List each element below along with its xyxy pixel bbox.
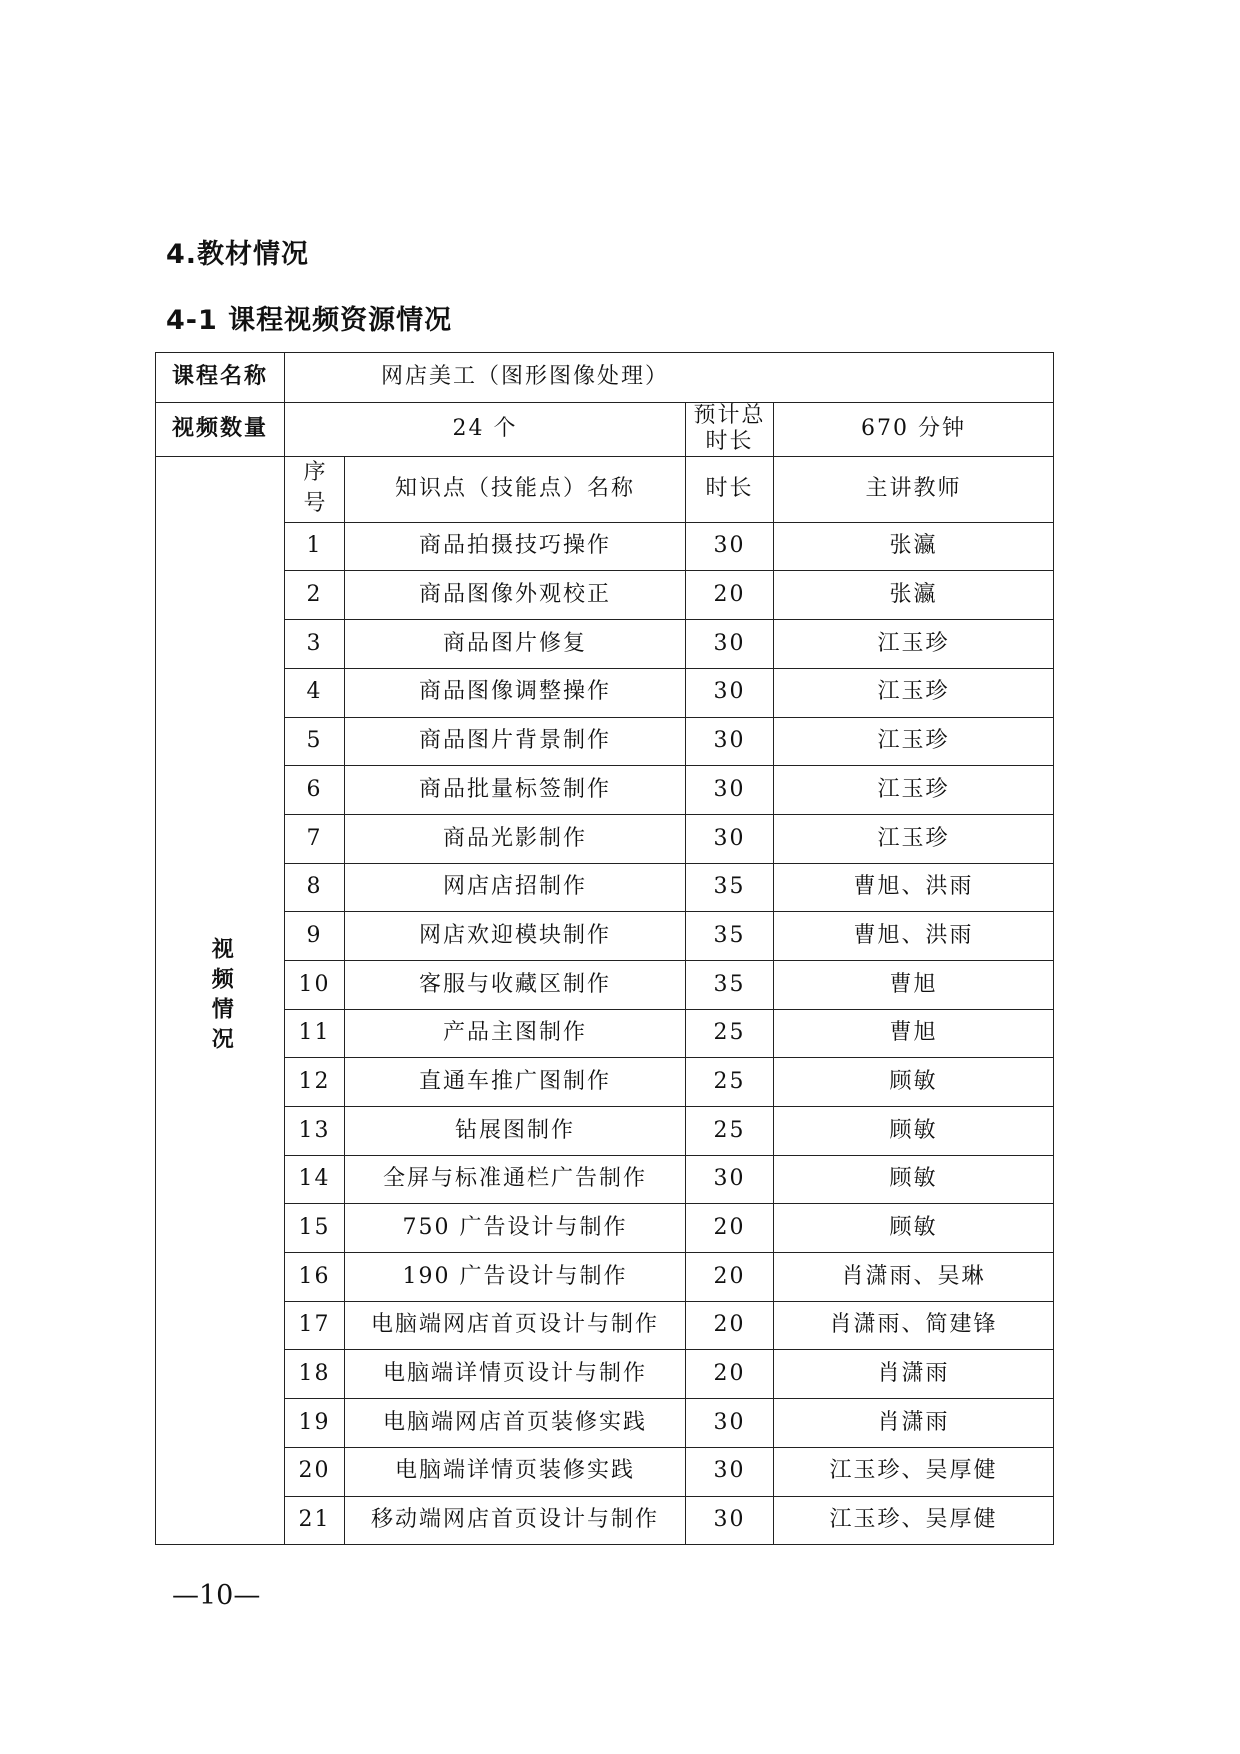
row-seq: 14 xyxy=(285,1155,345,1204)
row-seq: 9 xyxy=(285,912,345,961)
row-teacher: 张瀛 xyxy=(774,571,1054,620)
row-name: 商品图像外观校正 xyxy=(345,571,686,620)
header-seq xyxy=(285,456,345,522)
row-name: 商品批量标签制作 xyxy=(345,766,686,815)
row-seq: 2 xyxy=(285,571,345,620)
course-name-label: 课程名称 xyxy=(156,353,285,403)
row-seq: 11 xyxy=(285,1009,345,1058)
course-name-value: 网店美工（图形图像处理） xyxy=(285,353,1054,403)
row-seq: 1 xyxy=(285,522,345,571)
table-row xyxy=(156,1253,1054,1302)
row-teacher: 江玉珍、吴厚健 xyxy=(774,1447,1054,1496)
row-name: 客服与收藏区制作 xyxy=(345,960,686,1009)
subsection-title: 4-1 课程视频资源情况 xyxy=(166,305,453,336)
table-row xyxy=(156,1350,1054,1399)
row-seq: 10 xyxy=(285,960,345,1009)
row-name: 190 广告设计与制作 xyxy=(345,1253,686,1302)
row-teacher: 顾敏 xyxy=(774,1155,1054,1204)
row-name: 直通车推广图制作 xyxy=(345,1058,686,1107)
row-name: 电脑端网店首页装修实践 xyxy=(345,1399,686,1448)
video-count-label: 视频数量 xyxy=(156,403,285,457)
row-seq: 21 xyxy=(285,1496,345,1545)
table-row xyxy=(156,1496,1054,1545)
row-teacher: 肖潇雨、吴琳 xyxy=(774,1253,1054,1302)
table-row xyxy=(156,814,1054,863)
row-name: 电脑端网店首页设计与制作 xyxy=(345,1301,686,1350)
row-name: 移动端网店首页设计与制作 xyxy=(345,1496,686,1545)
row-duration: 20 xyxy=(686,571,774,620)
row-teacher: 江玉珍 xyxy=(774,717,1054,766)
header-duration: 时长 xyxy=(686,456,774,522)
table-row xyxy=(156,766,1054,815)
row-teacher: 张瀛 xyxy=(774,522,1054,571)
row-teacher: 顾敏 xyxy=(774,1107,1054,1156)
row-teacher: 江玉珍 xyxy=(774,668,1054,717)
row-duration: 30 xyxy=(686,717,774,766)
table-row xyxy=(156,1447,1054,1496)
table-row xyxy=(156,1301,1054,1350)
row-name: 钻展图制作 xyxy=(345,1107,686,1156)
header-teacher: 主讲教师 xyxy=(774,456,1054,522)
row-duration: 30 xyxy=(686,1447,774,1496)
side-label: 视频情况 xyxy=(208,936,234,1057)
row-teacher: 曹旭、洪雨 xyxy=(774,863,1054,912)
row-seq: 6 xyxy=(285,766,345,815)
row-name: 商品图像调整操作 xyxy=(345,668,686,717)
table-header-row xyxy=(156,456,1054,522)
page-number: —10— xyxy=(172,1580,261,1611)
row-duration: 35 xyxy=(686,912,774,961)
row-name: 750 广告设计与制作 xyxy=(345,1204,686,1253)
table-row xyxy=(156,1009,1054,1058)
row-seq: 13 xyxy=(285,1107,345,1156)
row-teacher: 曹旭、洪雨 xyxy=(774,912,1054,961)
row-name: 商品图片修复 xyxy=(345,620,686,669)
row-teacher: 顾敏 xyxy=(774,1204,1054,1253)
row-seq: 7 xyxy=(285,814,345,863)
table-row xyxy=(156,620,1054,669)
table-row xyxy=(156,571,1054,620)
table-row xyxy=(156,912,1054,961)
row-seq: 3 xyxy=(285,620,345,669)
row-teacher: 顾敏 xyxy=(774,1058,1054,1107)
section-title: 4.教材情况 xyxy=(166,239,310,270)
row-seq: 18 xyxy=(285,1350,345,1399)
row-duration: 20 xyxy=(686,1350,774,1399)
row-seq: 20 xyxy=(285,1447,345,1496)
table-row xyxy=(156,717,1054,766)
table-row xyxy=(156,668,1054,717)
table-row xyxy=(156,1107,1054,1156)
row-name: 全屏与标准通栏广告制作 xyxy=(345,1155,686,1204)
table-row xyxy=(156,1058,1054,1107)
row-teacher: 江玉珍、吴厚健 xyxy=(774,1496,1054,1545)
duration-value: 670 分钟 xyxy=(774,403,1054,457)
row-teacher: 肖潇雨、简建锋 xyxy=(774,1301,1054,1350)
duration-label: 预计总时长 xyxy=(686,403,774,457)
video-count-value: 24 个 xyxy=(285,403,686,457)
row-seq: 15 xyxy=(285,1204,345,1253)
row-duration: 35 xyxy=(686,863,774,912)
row-duration: 30 xyxy=(686,620,774,669)
row-duration: 20 xyxy=(686,1204,774,1253)
row-teacher: 肖潇雨 xyxy=(774,1399,1054,1448)
row-duration: 30 xyxy=(686,522,774,571)
table-row xyxy=(156,1204,1054,1253)
row-duration: 30 xyxy=(686,1155,774,1204)
row-duration: 30 xyxy=(686,1399,774,1448)
row-duration: 35 xyxy=(686,960,774,1009)
row-seq: 19 xyxy=(285,1399,345,1448)
row-seq: 16 xyxy=(285,1253,345,1302)
table-row xyxy=(156,863,1054,912)
row-duration: 20 xyxy=(686,1301,774,1350)
row-name: 商品拍摄技巧操作 xyxy=(345,522,686,571)
header-name: 知识点（技能点）名称 xyxy=(345,456,686,522)
row-seq: 5 xyxy=(285,717,345,766)
table-row xyxy=(156,1155,1054,1204)
row-seq: 8 xyxy=(285,863,345,912)
row-teacher: 江玉珍 xyxy=(774,814,1054,863)
row-duration: 20 xyxy=(686,1253,774,1302)
row-duration: 30 xyxy=(686,814,774,863)
row-duration: 25 xyxy=(686,1107,774,1156)
row-name: 商品图片背景制作 xyxy=(345,717,686,766)
row-name: 商品光影制作 xyxy=(345,814,686,863)
row-teacher: 江玉珍 xyxy=(774,620,1054,669)
row-seq: 12 xyxy=(285,1058,345,1107)
row-name: 网店店招制作 xyxy=(345,863,686,912)
row-teacher: 肖潇雨 xyxy=(774,1350,1054,1399)
row-duration: 30 xyxy=(686,668,774,717)
header-seq-label: 序号 xyxy=(303,460,326,517)
row-teacher: 曹旭 xyxy=(774,1009,1054,1058)
table-row xyxy=(156,960,1054,1009)
row-name: 电脑端详情页设计与制作 xyxy=(345,1350,686,1399)
row-duration: 25 xyxy=(686,1009,774,1058)
row-name: 电脑端详情页装修实践 xyxy=(345,1447,686,1496)
row-duration: 25 xyxy=(686,1058,774,1107)
row-duration: 30 xyxy=(686,766,774,815)
row-teacher: 江玉珍 xyxy=(774,766,1054,815)
side-label-cell xyxy=(156,456,285,1544)
row-seq: 17 xyxy=(285,1301,345,1350)
row-name: 网店欢迎模块制作 xyxy=(345,912,686,961)
table-row xyxy=(156,522,1054,571)
row-duration: 30 xyxy=(686,1496,774,1545)
row-teacher: 曹旭 xyxy=(774,960,1054,1009)
video-resource-table xyxy=(155,352,1054,1545)
course-name-row xyxy=(156,353,1054,403)
row-name: 产品主图制作 xyxy=(345,1009,686,1058)
video-count-row xyxy=(156,403,1054,457)
table-row xyxy=(156,1399,1054,1448)
row-seq: 4 xyxy=(285,668,345,717)
